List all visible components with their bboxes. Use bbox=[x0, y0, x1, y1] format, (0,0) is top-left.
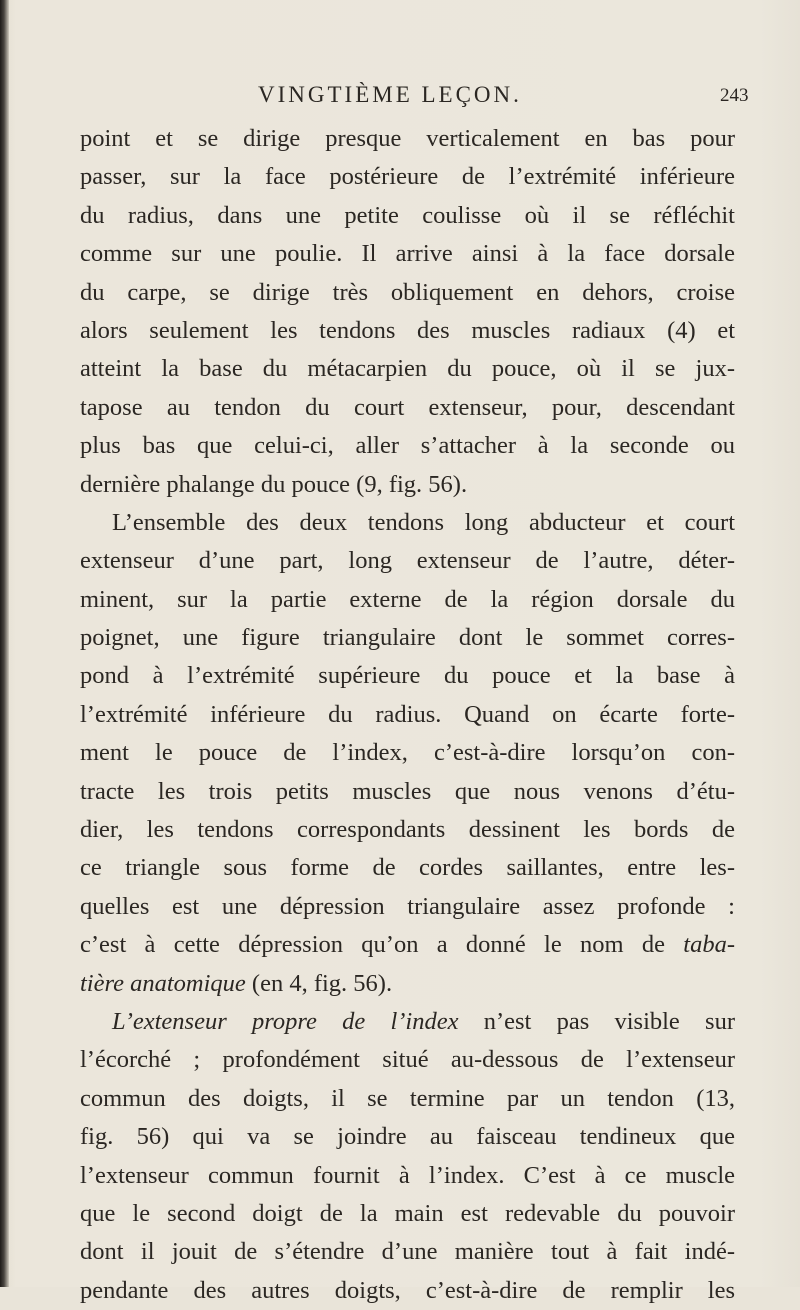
running-head: VINGTIÈME LEÇON. bbox=[258, 82, 522, 107]
paragraph-start-line: L’extenseur propre de l’index n’est pas visible sur bbox=[112, 1007, 735, 1035]
text-line: que le second doigt de la main est redevable du pouvoir bbox=[80, 1199, 735, 1227]
text-line: minent, sur la partie externe de la région dorsale du bbox=[80, 585, 735, 613]
text-line: l’écorché ; profondément situé au-dessous de l’extenseur bbox=[80, 1046, 735, 1074]
text-line: l’extrémité inférieure du radius. Quand on écarte forte- bbox=[80, 700, 735, 728]
text-line: commun des doigts, il se termine par un tendon (13, bbox=[80, 1084, 735, 1112]
text-line: passer, sur la face postérieure de l’extrémité inférieure bbox=[80, 163, 735, 191]
text-line: tapose au tendon du court extenseur, pour, descendant bbox=[80, 393, 735, 421]
book-binding-edge bbox=[0, 0, 9, 1287]
text-line: ment le pouce de l’index, c’est-à-dire lorsqu’on con- bbox=[80, 739, 735, 767]
text-line: alors seulement les tendons des muscles radiaux (4) et bbox=[80, 316, 735, 344]
italic-term: tière anatomique bbox=[80, 969, 246, 997]
text-line: plus bas que celui-ci, aller s’attacher à la seconde ou bbox=[80, 432, 735, 460]
text-line: pond à l’extrémité supérieure du pouce et la base à bbox=[80, 662, 735, 690]
text-line: l’extenseur commun fournit à l’index. C’est à ce muscle bbox=[80, 1161, 735, 1189]
text-line: point et se dirige presque verticalement en bas pour bbox=[80, 125, 735, 152]
text-line: tracte les trois petits muscles que nous venons d’étu- bbox=[80, 777, 735, 805]
text-line: extenseur d’une part, long extenseur de l’autre, déter- bbox=[80, 547, 735, 575]
page-number: 243 bbox=[720, 85, 749, 106]
text-line: atteint la base du métacarpien du pouce, où il se jux- bbox=[80, 355, 735, 383]
body-text bbox=[80, 120, 735, 1310]
paragraph-start-line: L’ensemble des deux tendons long abducteur et court bbox=[112, 508, 735, 536]
text-line: c’est à cette dépression qu’on a donné le nom de taba- bbox=[80, 931, 735, 959]
text-line: tière anatomique (en 4, fig. 56). bbox=[80, 969, 393, 997]
italic-term: taba- bbox=[683, 931, 735, 959]
text-line: poignet, une figure triangulaire dont le sommet corres- bbox=[80, 624, 735, 652]
italic-term: L’extenseur propre de l’index bbox=[112, 1007, 459, 1035]
text-line: dier, les tendons correspondants dessinent les bords de bbox=[80, 816, 735, 844]
text-line: comme sur une poulie. Il arrive ainsi à la face dorsale bbox=[80, 240, 735, 268]
page-header bbox=[0, 82, 800, 112]
text-line: pendante des autres doigts, c’est-à-dire de remplir les bbox=[80, 1276, 735, 1304]
text-line: quelles est une dépression triangulaire assez profonde : bbox=[80, 892, 735, 920]
text-line: du carpe, se dirige très obliquement en dehors, croise bbox=[80, 278, 735, 306]
text-line: dernière phalange du pouce (9, fig. 56). bbox=[80, 470, 468, 498]
text-line: du radius, dans une petite coulisse où il se réfléchit bbox=[80, 201, 735, 229]
text-line: dont il jouit de s’étendre d’une manière tout à fait indé- bbox=[80, 1238, 735, 1266]
text-line: ce triangle sous forme de cordes saillantes, entre les- bbox=[80, 854, 735, 882]
text-line: fig. 56) qui va se joindre au faisceau tendineux que bbox=[80, 1123, 735, 1151]
